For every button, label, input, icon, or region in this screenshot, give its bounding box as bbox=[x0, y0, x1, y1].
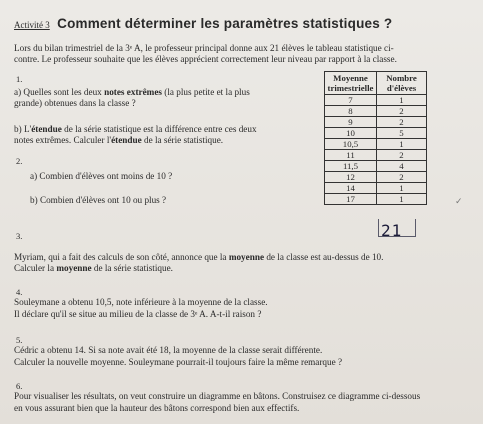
table-row bbox=[325, 161, 427, 172]
q1b2-text: notes extrêmes. Calculer l' bbox=[14, 135, 112, 145]
cell-nombre: 2 bbox=[377, 150, 427, 161]
activity-heading: Comment déterminer les paramètres statistiques ? bbox=[57, 16, 393, 31]
q1b2-bold: étendue bbox=[111, 135, 142, 145]
statistics-table bbox=[324, 71, 427, 205]
table-row bbox=[325, 128, 427, 139]
q2a-text: a) Combien d'élèves ont moins de 10 ? bbox=[30, 171, 173, 181]
table-row bbox=[325, 150, 427, 161]
activity-title bbox=[14, 16, 392, 32]
header-nombre bbox=[377, 72, 427, 95]
table-row bbox=[325, 183, 427, 194]
q1b2-text-end: de la série statistique. bbox=[141, 135, 224, 145]
table-header-row bbox=[325, 72, 427, 95]
q1b-bold: étendue bbox=[31, 124, 62, 134]
table-row bbox=[325, 106, 427, 117]
cell-nombre: 1 bbox=[377, 139, 427, 150]
header-moyenne-l2: trimestrielle bbox=[327, 83, 374, 93]
cell-moyenne: 10,5 bbox=[325, 139, 377, 150]
q1b-line-2 bbox=[14, 135, 223, 146]
table-row bbox=[325, 117, 427, 128]
cell-nombre: 4 bbox=[377, 161, 427, 172]
cell-moyenne: 11 bbox=[325, 150, 377, 161]
q1b-text: b) L' bbox=[14, 124, 32, 134]
header-nombre-l2: d'élèves bbox=[386, 83, 417, 93]
q4-number: 4. bbox=[16, 287, 23, 297]
q3-line-2 bbox=[14, 263, 173, 274]
tick-mark-icon: ✓ bbox=[455, 196, 463, 206]
q3-2-text: Calculer la bbox=[14, 263, 57, 273]
cell-nombre: 2 bbox=[377, 117, 427, 128]
table-row bbox=[325, 194, 427, 205]
q1a-text-end: (la plus petite et la plus bbox=[162, 87, 250, 97]
q2b-text: b) Combien d'élèves ont 10 ou plus ? bbox=[30, 195, 167, 205]
cell-moyenne: 11,5 bbox=[325, 161, 377, 172]
q1a-bold: notes extrêmes bbox=[104, 87, 162, 97]
q6-line-2: en vous assurant bien que la hauteur des bâtons correspond bien aux effectifs. bbox=[14, 403, 300, 413]
q4-line-1: Souleymane a obtenu 10,5, note inférieure à la moyenne de la classe. bbox=[14, 297, 268, 307]
header-moyenne-l1: Moyenne bbox=[333, 73, 368, 83]
table-row bbox=[325, 139, 427, 150]
cell-moyenne: 17 bbox=[325, 194, 377, 205]
q3-number: 3. bbox=[16, 231, 23, 241]
q6-number: 6. bbox=[16, 381, 23, 391]
cell-moyenne: 8 bbox=[325, 106, 377, 117]
cell-moyenne: 7 bbox=[325, 95, 377, 106]
handwritten-total: 21 bbox=[381, 221, 403, 240]
q3-2-text-end: de la série statistique. bbox=[91, 263, 173, 273]
q3-line-1 bbox=[14, 252, 383, 263]
q4-line-2: Il déclare qu'il se situe au milieu de la classe de 3ᵉ A. A-t-il raison ? bbox=[14, 309, 262, 319]
table-row bbox=[325, 95, 427, 106]
q3-text-end: de la classe est au-dessus de 10. bbox=[264, 252, 384, 262]
table-row bbox=[325, 172, 427, 183]
activity-number: Activité 3 bbox=[14, 20, 50, 30]
q6-line-1: Pour visualiser les résultats, on veut construire un diagramme en bâtons. Construisez ce diagramme ci-dessous bbox=[14, 391, 421, 401]
q5-line-2: Calculer la nouvelle moyenne. Souleymane pourrait-il toujours faire la même remarque ? bbox=[14, 357, 343, 367]
q1b-line-1 bbox=[14, 124, 257, 135]
q2-number: 2. bbox=[16, 156, 23, 166]
header-nombre-l1: Nombre bbox=[386, 73, 417, 83]
q3-text: Myriam, qui a fait des calculs de son côté, annonce que la bbox=[14, 252, 229, 262]
intro-line-2: contre. Le professeur souhaite que les élèves apprécient correctement leur niveau par rapport à la classe. bbox=[14, 54, 397, 64]
q1a-line-1 bbox=[14, 87, 250, 98]
cell-nombre: 2 bbox=[377, 106, 427, 117]
cell-nombre: 5 bbox=[377, 128, 427, 139]
cell-nombre: 2 bbox=[377, 172, 427, 183]
cell-moyenne: 9 bbox=[325, 117, 377, 128]
cell-moyenne: 14 bbox=[325, 183, 377, 194]
header-moyenne bbox=[325, 72, 377, 95]
q1a-text: a) Quelles sont les deux bbox=[14, 87, 105, 97]
q1a-line-2: grande) obtenues dans la classe ? bbox=[14, 98, 136, 108]
q1b-text-end: de la série statistique est la différence entre ces deux bbox=[61, 124, 257, 134]
q3-bold: moyenne bbox=[228, 252, 265, 262]
cell-nombre: 1 bbox=[377, 95, 427, 106]
cell-nombre: 1 bbox=[377, 183, 427, 194]
q1-number: 1. bbox=[16, 74, 23, 84]
cell-moyenne: 10 bbox=[325, 128, 377, 139]
cell-moyenne: 12 bbox=[325, 172, 377, 183]
q5-number: 5. bbox=[16, 335, 23, 345]
q5-line-1: Cédric a obtenu 14. Si sa note avait été 18, la moyenne de la classe serait différente. bbox=[14, 345, 323, 355]
intro-line-1: Lors du bilan trimestriel de la 3ᵉ A, le professeur principal donne aux 21 élèves le tableau statistique ci- bbox=[14, 43, 394, 53]
cell-nombre: 1 bbox=[377, 194, 427, 205]
q3-2-bold: moyenne bbox=[56, 263, 92, 273]
